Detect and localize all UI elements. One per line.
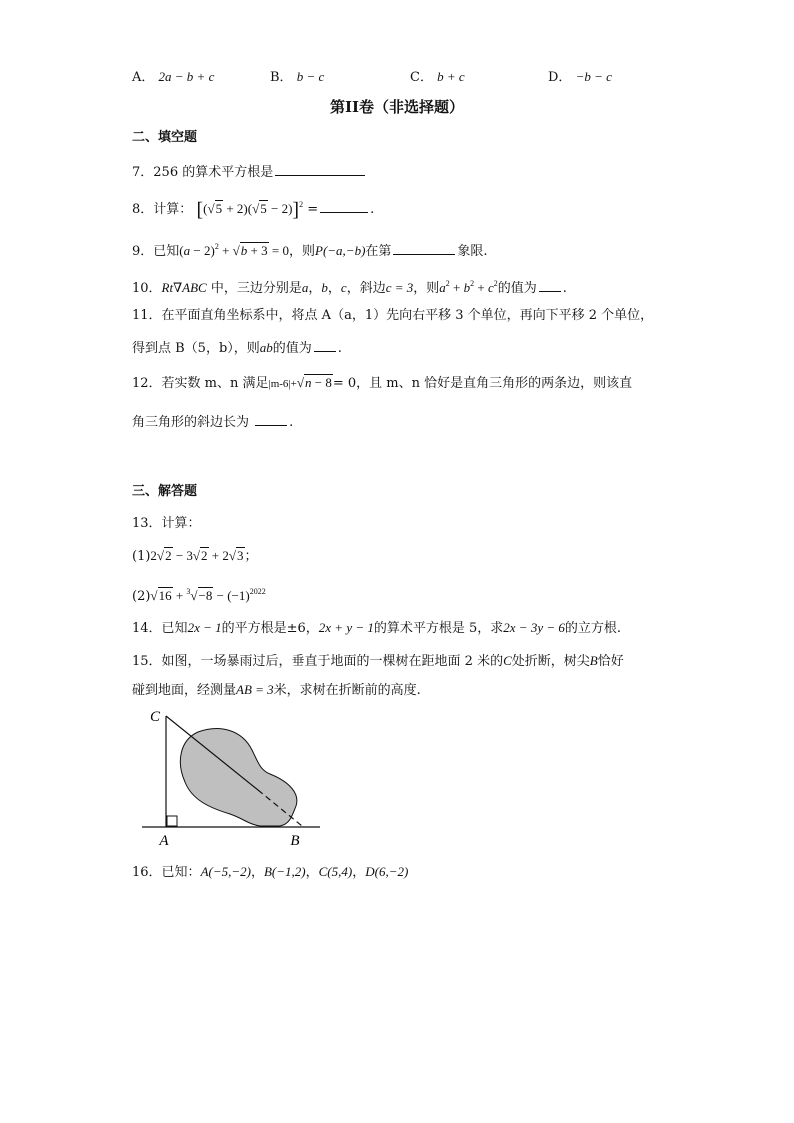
tree-figure bbox=[130, 702, 330, 852]
q10-text2: 中，三边分别是 bbox=[210, 281, 302, 296]
q9-end: 象限. bbox=[457, 244, 488, 259]
q16-point-d: D(6,−2) bbox=[365, 864, 409, 879]
section-title: 第II卷（非选择题） bbox=[329, 98, 465, 116]
q11-number: 11． bbox=[132, 308, 162, 323]
q11-ab: ab bbox=[259, 340, 273, 355]
option-c-expr: b + c bbox=[437, 69, 465, 84]
q8-expression: $[(√5 + 2)(√5 - 2)]^2$ bbox=[196, 199, 304, 221]
question-15-line-2 bbox=[132, 680, 421, 701]
q10-sum: $a^2 + b^2 + c^2$ bbox=[439, 279, 498, 295]
right-angle-marker bbox=[167, 816, 177, 826]
q14-b: 的平方根是±6， bbox=[221, 621, 319, 636]
q15-line1c: 恰好 bbox=[597, 654, 624, 669]
question-11-line-2 bbox=[132, 337, 342, 359]
option-a-expr: 2a − b + c bbox=[158, 69, 215, 84]
q12-line2: 角三角形的斜边长为 bbox=[132, 415, 250, 430]
question-13 bbox=[132, 514, 201, 534]
q14-a: 已知 bbox=[161, 621, 188, 636]
q15-line2a: 碰到地面，经测量 bbox=[132, 683, 237, 698]
q10-hypotenuse: c = 3 bbox=[385, 280, 414, 295]
q12-end: . bbox=[289, 415, 294, 430]
q8-equals: = bbox=[307, 202, 319, 217]
q14-d: 的立方根. bbox=[564, 621, 622, 636]
question-13-part-1 bbox=[132, 546, 258, 567]
q13-part1-expr: 2√2 − 3√2 + 2√3 bbox=[150, 548, 244, 563]
q9-point: P(−a,−b) bbox=[315, 243, 366, 258]
question-7 bbox=[132, 161, 367, 183]
q15-ab: AB = 3 bbox=[236, 682, 274, 697]
q13-exponent: 2022 bbox=[249, 587, 266, 596]
q10-c: c bbox=[340, 280, 347, 295]
option-a bbox=[132, 66, 214, 85]
q7-number: 7． bbox=[132, 165, 154, 180]
label-c: C bbox=[149, 709, 160, 725]
label-b: B bbox=[290, 833, 300, 849]
q8-number: 8． bbox=[132, 202, 154, 217]
question-12-line-2 bbox=[132, 411, 293, 433]
option-a-label: A． bbox=[132, 70, 155, 85]
q10-b: b bbox=[321, 280, 328, 295]
q9-condition: $(a - 2)^2 + √b + 3 = 0$ bbox=[179, 242, 289, 258]
question-10: 10．Rt∇ABC 中，三边分别是a，b，c，斜边c = 3，则$a^2 + b^2 + c^2$的值为 . bbox=[132, 279, 567, 296]
question-16: 16．已知：A(−5,−2)，B(−1,2)，C(5,4)，D(6,−2) bbox=[132, 864, 409, 880]
q11-line1: 在平面直角坐标系中，将点 A（a，1）先向右平移 3 个单位，再向下平移 2 个单位， bbox=[161, 308, 654, 323]
q11-line2c: 的值为 bbox=[272, 341, 312, 356]
q14-expr1: 2x − 1 bbox=[187, 620, 222, 635]
option-d-label: D． bbox=[548, 70, 572, 85]
q10-text4: ，则 bbox=[413, 281, 440, 296]
option-c bbox=[410, 66, 465, 85]
q10-end: . bbox=[562, 281, 567, 296]
label-a: A bbox=[159, 833, 169, 849]
option-b bbox=[270, 66, 324, 85]
answer-blank[interactable] bbox=[393, 240, 455, 255]
question-13-part-2 bbox=[132, 582, 266, 607]
q15-number: 15． bbox=[132, 654, 162, 669]
q11-end: . bbox=[337, 341, 342, 356]
q13-part1-end: ； bbox=[244, 549, 258, 564]
q10-a: a bbox=[301, 280, 309, 295]
q16-point-b: B(−1,2) bbox=[263, 864, 306, 879]
q15-line1b: 处折断，树尖 bbox=[511, 654, 590, 669]
answer-blank[interactable] bbox=[539, 277, 561, 292]
q10-number: 10． bbox=[132, 281, 162, 296]
question-8 bbox=[132, 195, 374, 220]
q12-line1a: 若实数 m、n 满足 bbox=[161, 376, 269, 391]
question-12-line-1 bbox=[132, 373, 632, 394]
q9-post: 在第 bbox=[365, 244, 392, 259]
q7-text: 256 的算术平方根是 bbox=[153, 165, 274, 180]
question-11-line-1 bbox=[132, 306, 653, 326]
answer-blank[interactable] bbox=[314, 337, 336, 352]
q16-text: 已知： bbox=[161, 865, 201, 880]
section-solution-heading: 三、解答题 bbox=[132, 484, 198, 499]
q11-line2a: 得到点 B（5，b），则 bbox=[132, 341, 260, 356]
answer-blank[interactable] bbox=[320, 198, 368, 213]
q14-c: 的算术平方根是 5，求 bbox=[373, 621, 504, 636]
q15-point-b: B bbox=[589, 653, 598, 668]
q12-line1c: = 0，且 m、n 恰好是直角三角形的两条边，则该直 bbox=[332, 376, 633, 391]
question-9 bbox=[132, 237, 488, 262]
q13-number: 13． bbox=[132, 516, 162, 531]
q8-text: 计算： bbox=[153, 202, 193, 217]
option-b-label: B． bbox=[270, 70, 293, 85]
q16-number: 16． bbox=[132, 865, 162, 880]
q12-abs: |m-6|+ bbox=[268, 378, 297, 390]
answer-blank[interactable] bbox=[255, 411, 287, 426]
option-c-label: C． bbox=[410, 70, 433, 85]
q15-line2b: 米，求树在折断前的高度. bbox=[273, 683, 421, 698]
q13-part2-expr: $√16 + ^3√-8 - (-1)^{2022}$ bbox=[150, 587, 266, 603]
option-b-expr: b − c bbox=[296, 69, 325, 84]
q12-number: 12． bbox=[132, 376, 162, 391]
q8-end: . bbox=[370, 202, 375, 217]
q16-point-a: A(−5,−2) bbox=[200, 864, 251, 879]
q10-triangle: Rt∇ABC bbox=[161, 280, 207, 295]
q16-point-c: C(5,4) bbox=[318, 864, 353, 879]
section-fill-blank-heading: 二、填空题 bbox=[132, 130, 198, 145]
question-15-line-1 bbox=[132, 651, 624, 672]
q14-expr3: 2x − 3y − 6 bbox=[503, 620, 565, 635]
q9-number: 9． bbox=[132, 244, 154, 259]
q12-sqrt: √n − 8 bbox=[296, 375, 332, 390]
q10-text5: 的值为 bbox=[497, 281, 537, 296]
q9-mid: ，则 bbox=[288, 244, 315, 259]
option-d-expr: −b − c bbox=[575, 69, 612, 84]
option-d bbox=[548, 66, 612, 85]
q13-part1-label: (1) bbox=[132, 549, 151, 564]
q13-text: 计算： bbox=[161, 516, 201, 531]
shaded-blob bbox=[180, 729, 297, 826]
q13-part2-label: (2) bbox=[132, 589, 151, 604]
q14-expr2: 2x + y − 1 bbox=[318, 620, 374, 635]
q10-text3: ，斜边 bbox=[346, 281, 386, 296]
q15-line1a: 如图，一场暴雨过后，垂直于地面的一棵树在距地面 2 米的 bbox=[161, 654, 504, 669]
answer-blank[interactable] bbox=[275, 161, 365, 176]
q15-point-c: C bbox=[503, 653, 512, 668]
question-14 bbox=[132, 618, 621, 639]
q9-pre: 已知 bbox=[153, 244, 180, 259]
q14-number: 14． bbox=[132, 621, 162, 636]
